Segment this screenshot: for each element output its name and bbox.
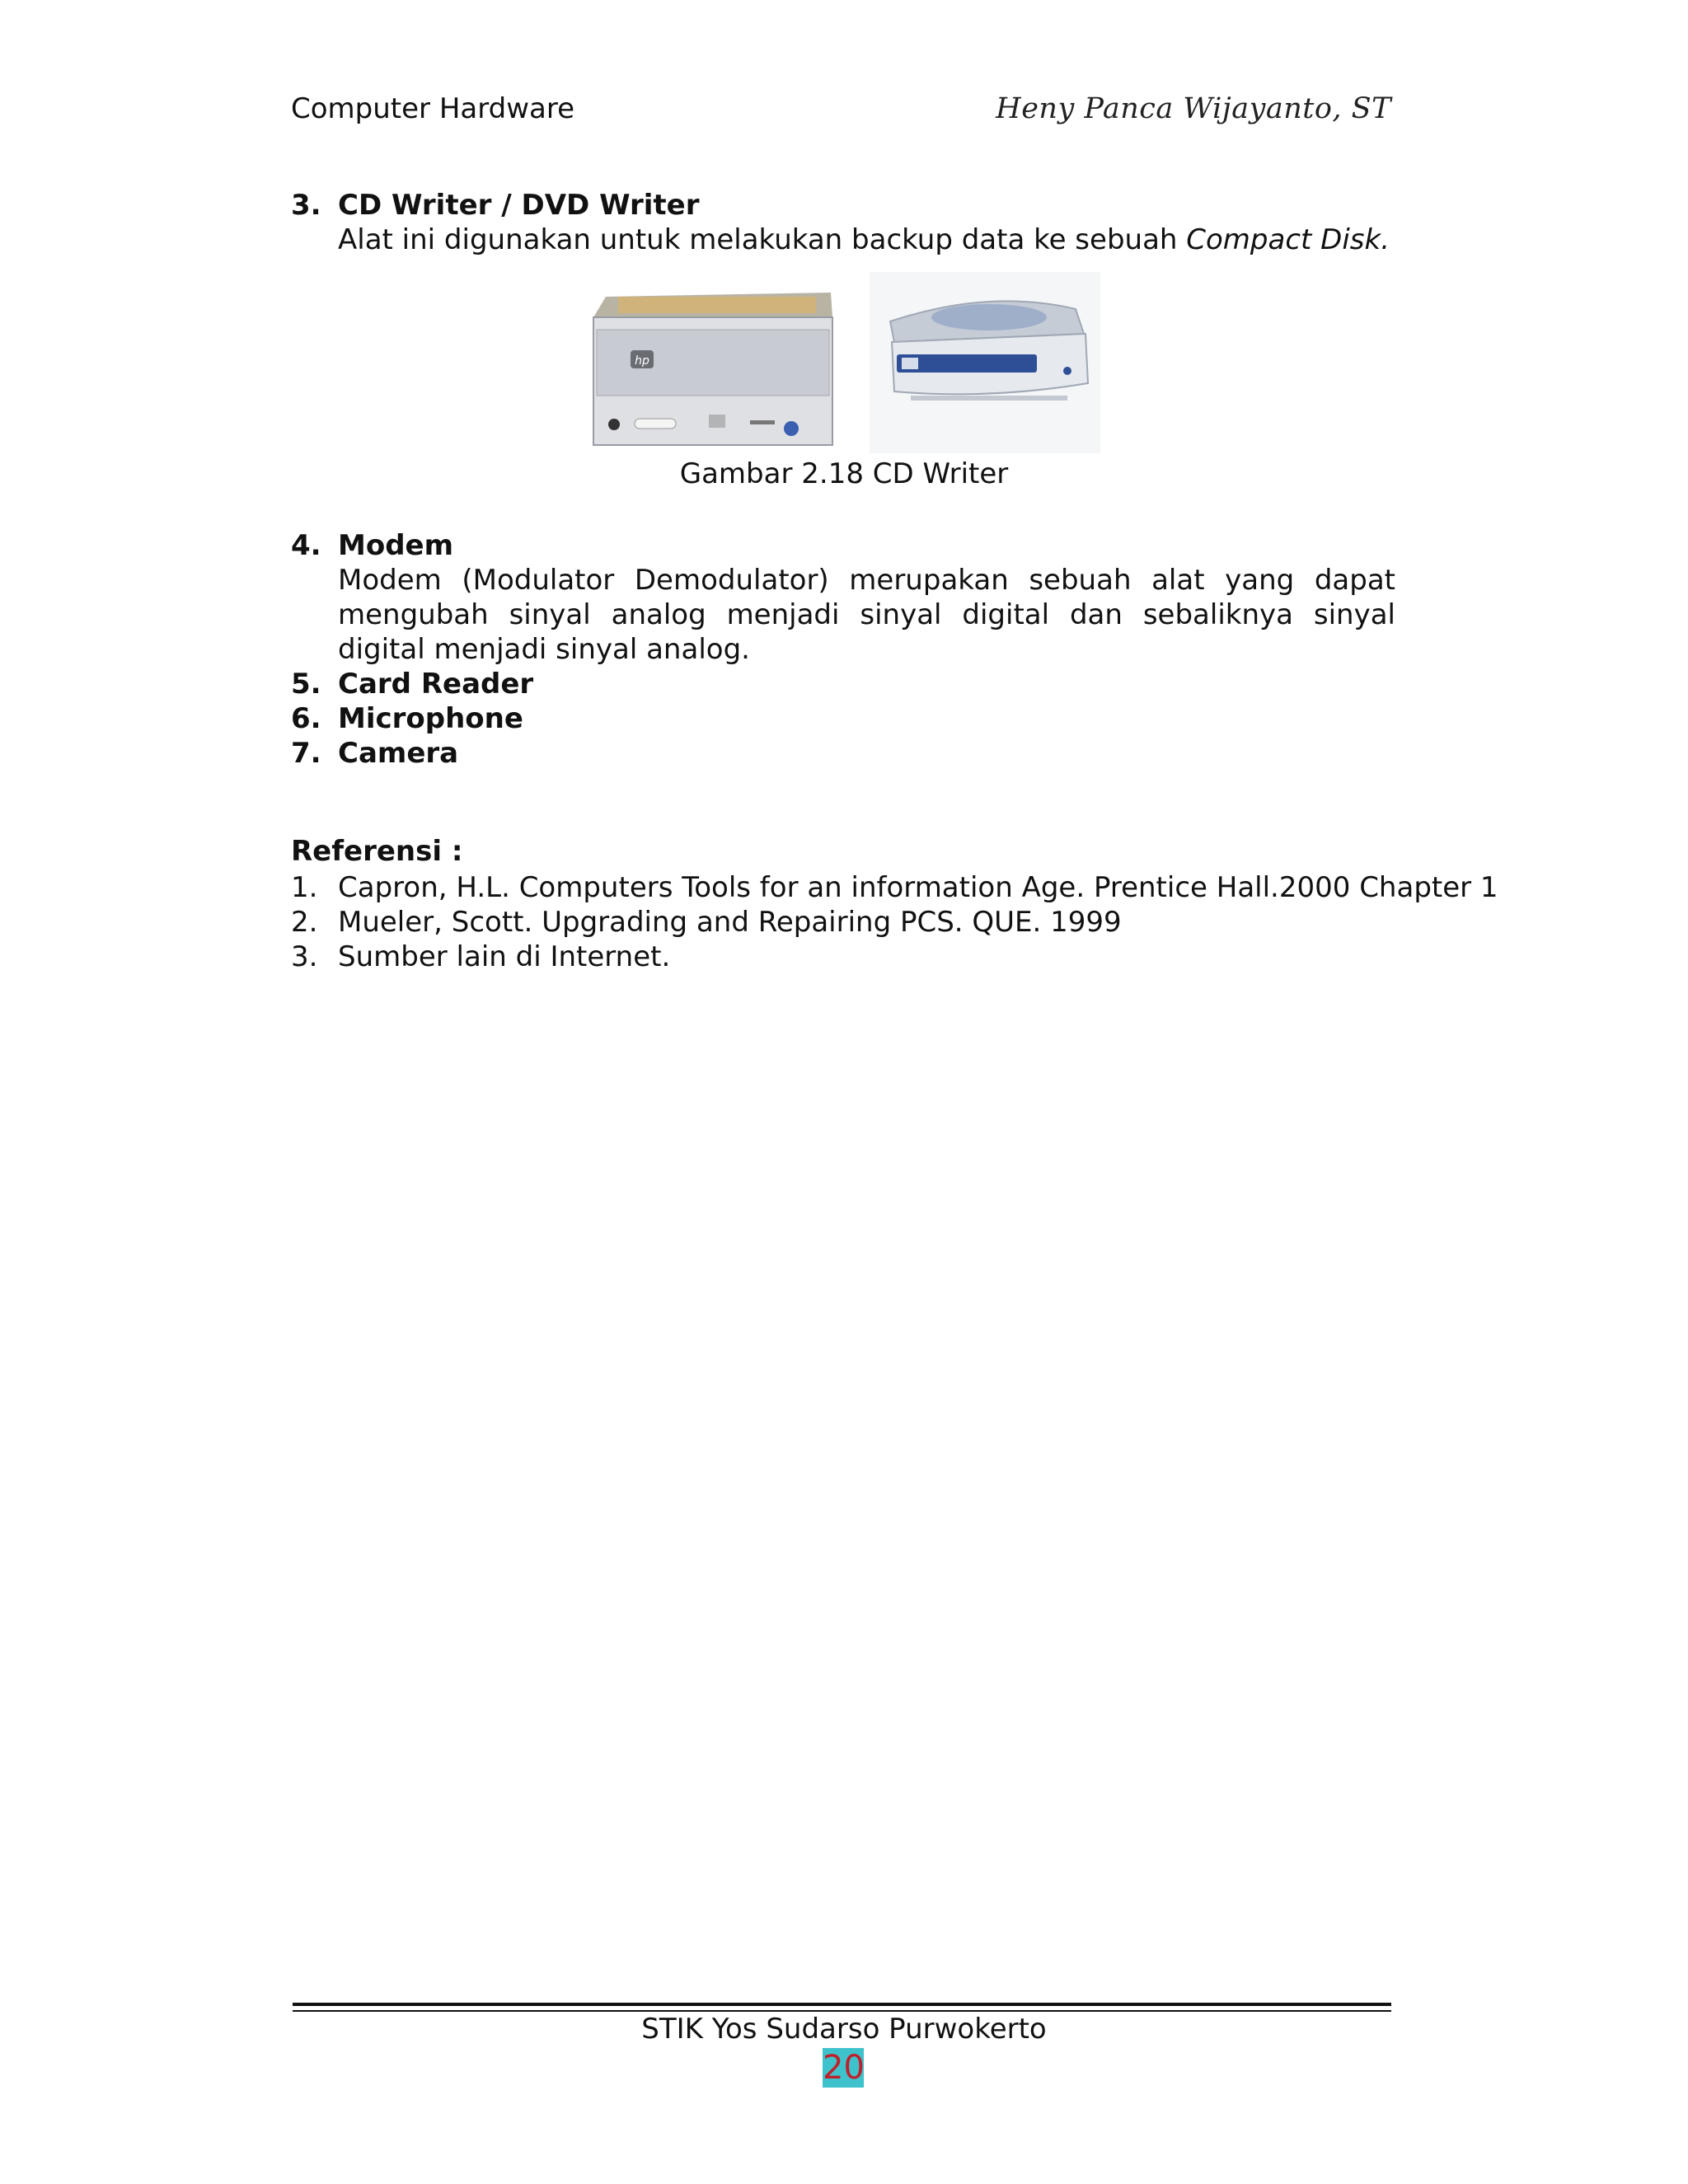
page-number: 20 bbox=[823, 2049, 865, 2087]
list-title: Card Reader bbox=[338, 668, 534, 701]
list-number: 4. bbox=[291, 529, 321, 562]
footer-institution: STIK Yos Sudarso Purwokerto bbox=[641, 2013, 1047, 2046]
reference-text: Capron, H.L. Computers Tools for an information Age. Prentice Hall.2000 Chapter 1 bbox=[338, 871, 1498, 904]
description-text: Alat ini digunakan untuk melakukan backup data ke sebuah bbox=[338, 223, 1187, 256]
reference-number: 3. bbox=[291, 940, 318, 973]
list-number: 3. bbox=[291, 189, 321, 222]
internal-drive-illustration bbox=[593, 293, 832, 445]
footer-divider bbox=[293, 2003, 1391, 2006]
list-number: 7. bbox=[291, 737, 321, 770]
description-italic: Compact Disk. bbox=[1186, 223, 1390, 256]
list-number: 5. bbox=[291, 668, 321, 701]
list-title: CD Writer / DVD Writer bbox=[338, 189, 700, 222]
cd-writer-figure bbox=[585, 272, 1100, 453]
header-right: Heny Panca Wijayanto, ST bbox=[996, 92, 1391, 125]
hp-logo: hp bbox=[635, 354, 649, 368]
list-description bbox=[338, 223, 1395, 257]
external-drive-illustration bbox=[870, 272, 1100, 453]
list-title: Modem bbox=[338, 529, 454, 562]
reference-text: Sumber lain di Internet. bbox=[338, 940, 671, 973]
cd-writer-image bbox=[585, 272, 1100, 453]
list-title: Microphone bbox=[338, 702, 523, 735]
list-title: Camera bbox=[338, 737, 459, 770]
footer-divider-thin bbox=[293, 2010, 1391, 2012]
list-number: 6. bbox=[291, 702, 321, 735]
reference-number: 1. bbox=[291, 871, 318, 904]
references-title: Referensi : bbox=[291, 835, 463, 868]
header-left: Computer Hardware bbox=[291, 92, 574, 125]
reference-number: 2. bbox=[291, 906, 318, 939]
list-description: Modem (Modulator Demodulator) merupakan sebuah alat yang dapat mengubah sinyal analog menjadi sinyal digital dan sebaliknya sinyal digital menjadi sinyal analog. bbox=[338, 564, 1395, 666]
reference-text: Mueler, Scott. Upgrading and Repairing PCS. QUE. 1999 bbox=[338, 906, 1122, 939]
figure-caption: Gambar 2.18 CD Writer bbox=[679, 457, 1009, 490]
